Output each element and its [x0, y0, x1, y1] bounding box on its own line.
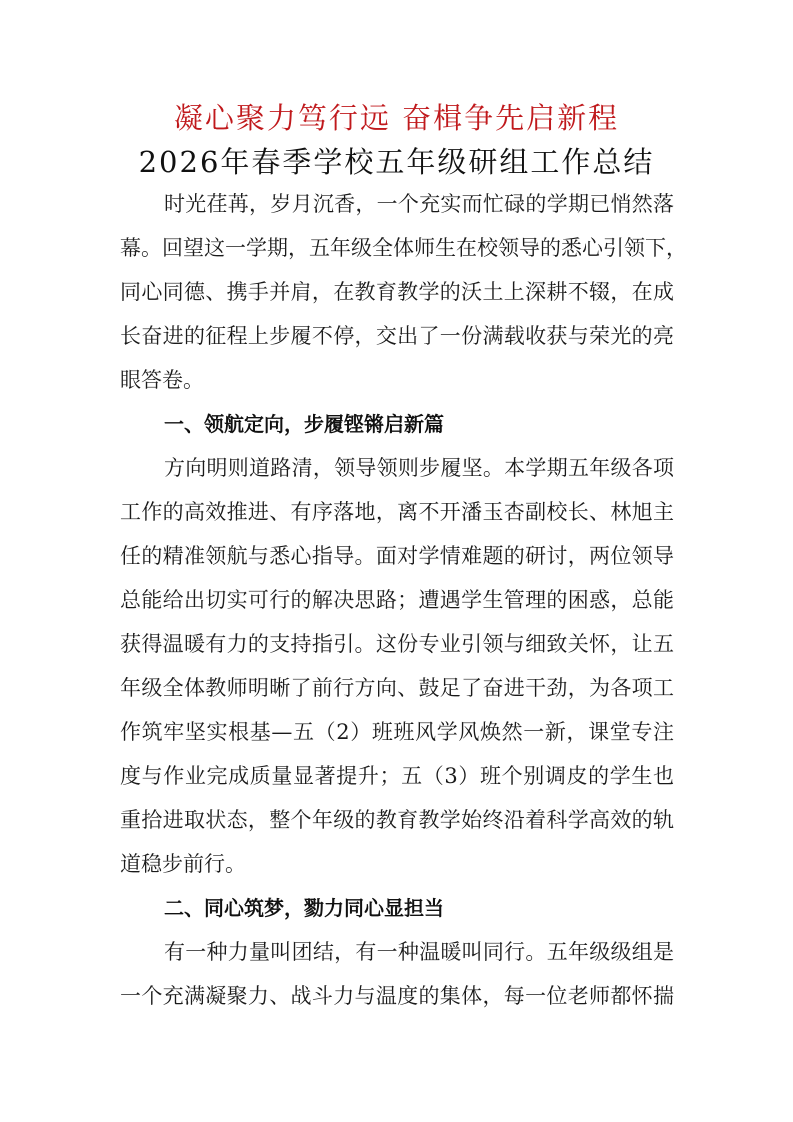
section1-line: 度与作业完成质量显著提升；五（3）班个别调皮的学生也 — [120, 764, 674, 788]
section2-line: 一个充满凝聚力、战斗力与温度的集体，每一位老师都怀揣 — [120, 984, 674, 1008]
section1-line: 工作的高效推进、有序落地，离不开潘玉杏副校长、林旭主 — [120, 500, 674, 524]
intro-line: 时光荏苒，岁月沉香，一个充实而忙碌的学期已悄然落 — [164, 192, 674, 216]
section1-line: 方向明则道路清，领导领则步履坚。本学期五年级各项 — [164, 456, 674, 480]
section-heading-2: 二、同心筑梦，勠力同心显担当 — [164, 896, 444, 920]
section1-line: 获得温暖有力的支持指引。这份专业引领与细致关怀，让五 — [120, 632, 674, 656]
intro-line: 幕。回望这一学期，五年级全体师生在校领导的悉心引领下， — [120, 236, 687, 260]
section1-line: 重拾进取状态，整个年级的教育教学始终沿着科学高效的轨 — [120, 808, 674, 832]
section-heading-1: 一、领航定向，步履铿锵启新篇 — [164, 412, 444, 436]
section1-line: 道稳步前行。 — [120, 852, 246, 876]
intro-line: 长奋进的征程上步履不停，交出了一份满载收获与荣光的亮 — [120, 324, 674, 348]
intro-line: 同心同德、携手并肩，在教育教学的沃土上深耕不辍，在成 — [120, 280, 674, 304]
document-title: 2026年春季学校五年级研组工作总结 — [138, 145, 655, 179]
section2-line: 有一种力量叫团结，有一种温暖叫同行。五年级级组是 — [164, 940, 674, 964]
document-title-slogan: 凝心聚力笃行远 奋楫争先启新程 — [173, 101, 620, 135]
section1-line: 年级全体教师明晰了前行方向、鼓足了奋进干劲，为各项工 — [120, 676, 674, 700]
section1-line: 任的精准领航与悉心指导。面对学情难题的研讨，两位领导 — [120, 544, 674, 568]
section1-line: 总能给出切实可行的解决思路；遭遇学生管理的困惑，总能 — [120, 588, 674, 612]
intro-line: 眼答卷。 — [120, 368, 204, 392]
section1-line: 作筑牢坚实根基—五（2）班班风学风焕然一新，课堂专注 — [120, 720, 674, 744]
